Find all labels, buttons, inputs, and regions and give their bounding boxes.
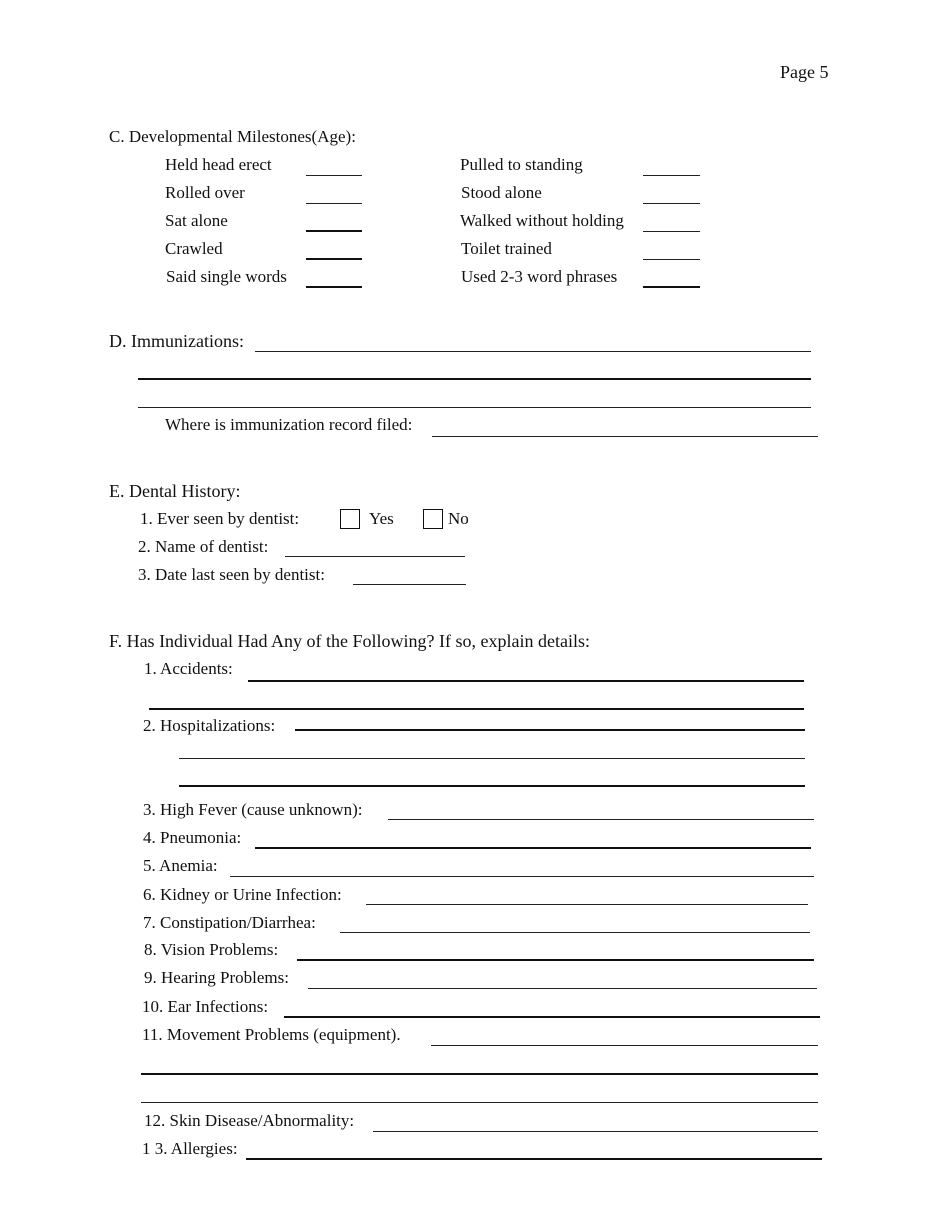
immunization-record-field[interactable]: [432, 436, 818, 437]
milestone-age-field[interactable]: [643, 259, 700, 260]
dentist-name-label: 2. Name of dentist:: [138, 537, 269, 556]
milestone-label: Pulled to standing: [460, 155, 583, 174]
dentist-date-field[interactable]: [353, 584, 466, 585]
milestone-label: Stood alone: [461, 183, 542, 202]
allergies-field[interactable]: [246, 1158, 822, 1160]
history-item-label: 4. Pneumonia:: [143, 828, 242, 847]
milestone-age-field[interactable]: [643, 175, 700, 176]
history-item-label: 12. Skin Disease/Abnormality:: [144, 1111, 355, 1130]
accidents-field-line-2[interactable]: [149, 708, 804, 710]
history-item-label: 8. Vision Problems:: [144, 940, 279, 959]
history-item-label: 1 3. Allergies:: [142, 1139, 238, 1158]
history-item-label: 5. Anemia:: [143, 856, 218, 875]
immunizations-field-line-3[interactable]: [138, 407, 811, 408]
immunization-record-label: Where is immunization record filed:: [165, 415, 413, 434]
movement-problems-field-line-2[interactable]: [141, 1073, 818, 1075]
movement-problems-field[interactable]: [431, 1045, 818, 1046]
history-item-label: 9. Hearing Problems:: [144, 968, 289, 987]
history-item-label: 3. High Fever (cause unknown):: [143, 800, 363, 819]
section-d-title: D. Immunizations:: [109, 331, 244, 351]
dentist-question-label: 1. Ever seen by dentist:: [140, 509, 300, 528]
hearing-problems-field[interactable]: [308, 988, 817, 989]
skin-disease-field[interactable]: [373, 1131, 818, 1132]
page-number: Page 5: [780, 62, 829, 82]
history-item-label: 6. Kidney or Urine Infection:: [143, 885, 342, 904]
hospitalizations-field-line-2[interactable]: [179, 758, 805, 759]
milestone-age-field[interactable]: [306, 175, 362, 176]
milestone-age-field[interactable]: [643, 203, 700, 204]
immunizations-field-line-2[interactable]: [138, 378, 811, 380]
ear-infections-field[interactable]: [284, 1016, 820, 1018]
milestone-age-field[interactable]: [306, 258, 362, 260]
kidney-infection-field[interactable]: [366, 904, 808, 905]
history-item-label: 1. Accidents:: [144, 659, 233, 678]
history-item-label: 10. Ear Infections:: [142, 997, 269, 1016]
vision-problems-field[interactable]: [297, 959, 814, 961]
milestone-age-field[interactable]: [306, 230, 362, 232]
dentist-date-label: 3. Date last seen by dentist:: [138, 565, 325, 584]
movement-problems-field-line-3[interactable]: [141, 1102, 818, 1103]
history-item-label: 11. Movement Problems (equipment).: [142, 1025, 401, 1044]
dentist-no-checkbox[interactable]: [423, 509, 443, 529]
milestone-label: Toilet trained: [461, 239, 552, 258]
milestone-age-field[interactable]: [306, 203, 362, 204]
milestone-age-field[interactable]: [306, 286, 362, 288]
accidents-field[interactable]: [248, 680, 804, 682]
history-item-label: 7. Constipation/Diarrhea:: [143, 913, 316, 932]
section-c-title: C. Developmental Milestones(Age):: [109, 127, 356, 146]
section-e-title: E. Dental History:: [109, 481, 241, 501]
dentist-name-field[interactable]: [285, 556, 465, 557]
milestone-label: Used 2-3 word phrases: [461, 267, 618, 286]
history-item-label: 2. Hospitalizations:: [143, 716, 276, 735]
milestone-label: Rolled over: [165, 183, 245, 202]
constipation-field[interactable]: [340, 932, 810, 933]
milestone-label: Said single words: [166, 267, 287, 286]
milestone-label: Held head erect: [165, 155, 272, 174]
section-f-title: F. Has Individual Had Any of the Following? If so, explain details:: [109, 631, 590, 651]
hospitalizations-field-line-3[interactable]: [179, 785, 805, 787]
milestone-label: Sat alone: [165, 211, 228, 230]
milestone-label: Crawled: [165, 239, 223, 258]
high-fever-field[interactable]: [388, 819, 814, 820]
no-label: No: [448, 509, 469, 528]
anemia-field[interactable]: [230, 876, 814, 877]
immunizations-field[interactable]: [255, 351, 811, 352]
dentist-yes-checkbox[interactable]: [340, 509, 360, 529]
yes-label: Yes: [369, 509, 394, 528]
pneumonia-field[interactable]: [255, 847, 811, 849]
milestone-age-field[interactable]: [643, 231, 700, 232]
milestone-age-field[interactable]: [643, 286, 700, 288]
milestone-label: Walked without holding: [460, 211, 624, 230]
hospitalizations-field[interactable]: [295, 729, 805, 731]
